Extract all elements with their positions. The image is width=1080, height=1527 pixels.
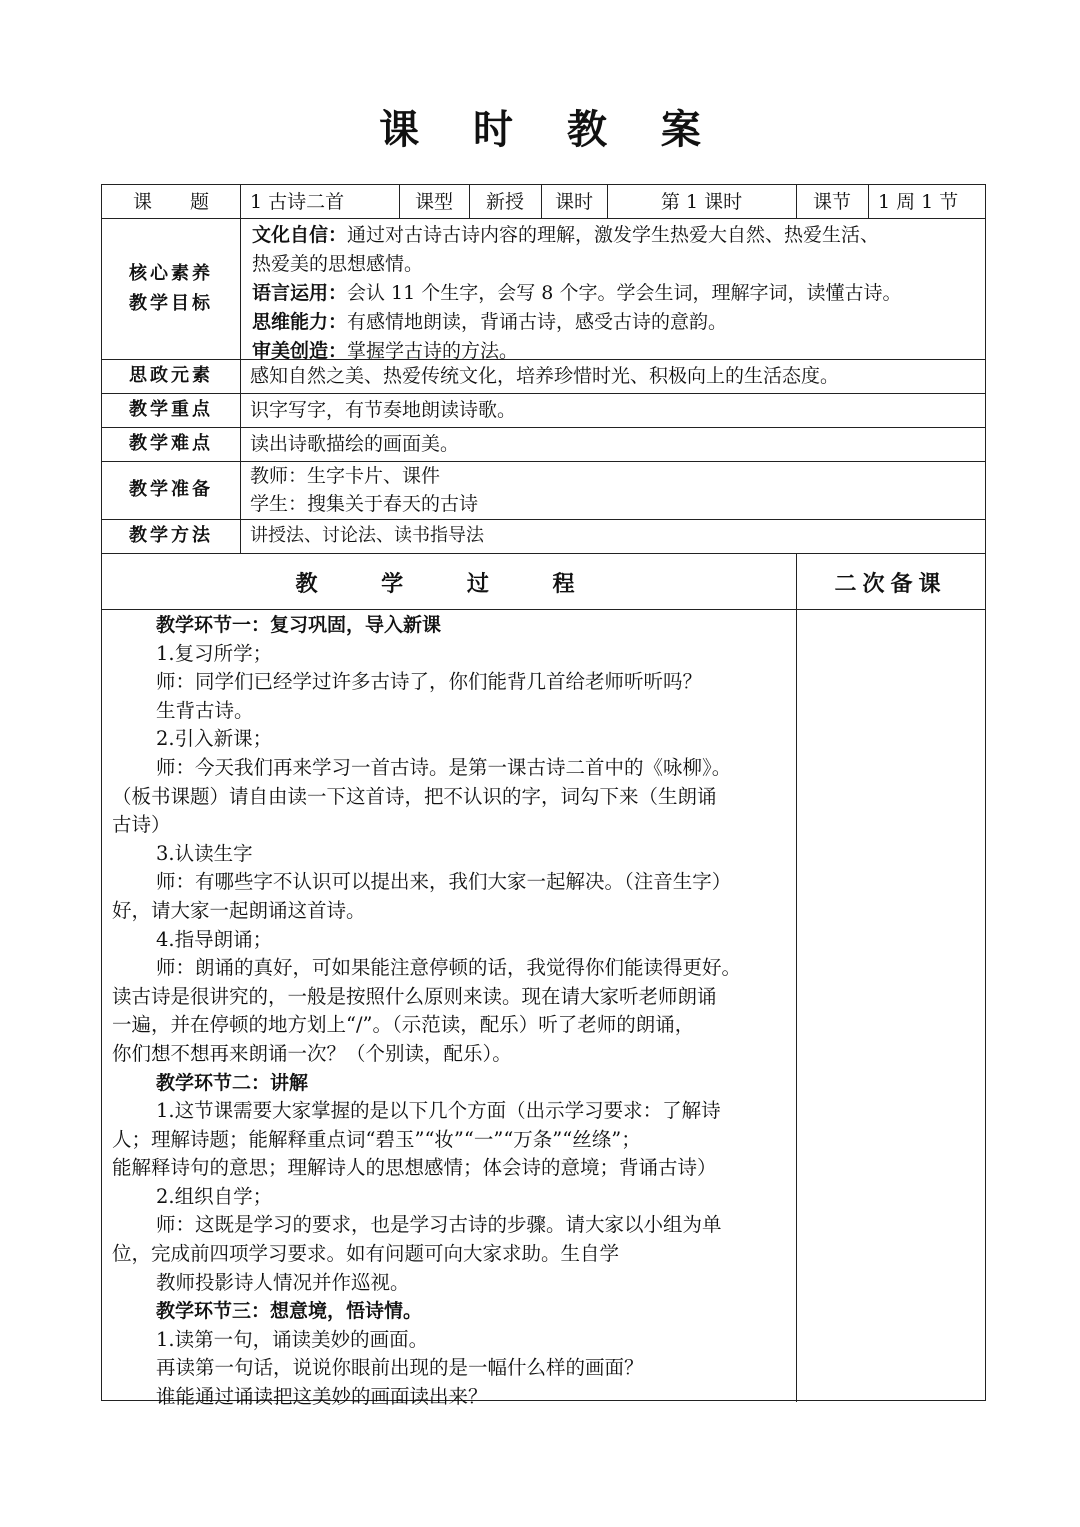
method-label: 教学方法 — [129, 525, 213, 546]
process-line: 师：这既是学习的要求，也是学习古诗的步骤。请大家以小组为单 — [156, 1213, 722, 1237]
topic-label: 课 题 — [132, 190, 209, 213]
process-line: 师：朗诵的真好，可如果能注意停顿的话，我觉得你们能读得更好。 — [156, 956, 742, 980]
process-line: 3.认读生字 — [156, 841, 253, 865]
process-line: 一遍，并在停顿的地方划上“/”。（示范读，配乐）听了老师的朗诵， — [112, 1013, 695, 1037]
topic-value: 1 古诗二首 — [250, 190, 345, 213]
goal-text: 掌握学古诗的方法。 — [347, 340, 519, 362]
key-points-label: 教学重点 — [129, 399, 213, 420]
period-value: 第 1 课时 — [660, 190, 743, 213]
process-line: 谁能通过诵读把这美妙的画面读出来？ — [156, 1385, 488, 1409]
goal-item-cont: 热爱美的思想感情。 — [252, 253, 424, 275]
process-line: 好，请大家一起朗诵这首诗。 — [112, 898, 366, 922]
process-line: 人；理解诗题；能解释重点词“碧玉”“妆”“一”“万条”“丝绦”； — [112, 1127, 641, 1151]
process-line: 再读第一句话，说说你眼前出现的是一幅什么样的画面？ — [156, 1356, 644, 1380]
process-line: 1.这节课需要大家掌握的是以下几个方面（出示学习要求：了解诗 — [156, 1099, 721, 1123]
section-label: 课节 — [812, 190, 851, 213]
process-line: 教师投影诗人情况并作巡视。 — [156, 1270, 410, 1294]
process-content — [112, 611, 792, 1412]
method-text: 讲授法、讨论法、读书指导法 — [250, 525, 484, 546]
page-title: 课 时 教 案 — [379, 107, 721, 153]
preparation-teacher: 教师：生字卡片、课件 — [250, 465, 441, 487]
process-line: 你们想不想再来朗诵一次？（个别读，配乐）。 — [112, 1041, 512, 1065]
process-heading: 教 学 过 程 — [295, 571, 603, 597]
difficulty-label: 教学难点 — [129, 433, 213, 454]
process-line: 古诗） — [112, 813, 171, 837]
period-label: 课时 — [554, 190, 593, 213]
process-line: 4.指导朗诵； — [156, 927, 273, 951]
process-line: 位，完成前四项学习要求。如有问题可向大家求助。生自学 — [112, 1242, 620, 1266]
goal-key: 思维能力： — [252, 311, 348, 333]
process-line: 2.组织自学； — [156, 1184, 273, 1208]
process-line: 师：今天我们再来学习一首古诗。是第一课古诗二首中的《咏柳》。 — [156, 755, 732, 779]
type-label: 课型 — [414, 190, 453, 213]
goal-text: 会认 11 个生字，会写 8 个字。学会生词，理解字词，读懂古诗。 — [347, 282, 902, 304]
goal-item — [252, 279, 982, 308]
process-section-title: 教学环节二：讲解 — [156, 1071, 309, 1094]
second-preparation-heading: 二次备课 — [834, 571, 947, 597]
process-line: 能解释诗句的意思；理解诗人的思想感情；体会诗的意境；背诵古诗） — [112, 1156, 717, 1180]
second-preparation-area — [797, 611, 985, 1401]
preparation-content — [240, 461, 985, 519]
section-value: 1 周 1 节 — [878, 190, 959, 213]
goals-label-line1: 核心素养 — [129, 262, 213, 284]
process-line: 1.复习所学； — [156, 641, 273, 665]
process-line: 读古诗是很讲究的，一般是按照什么原则来读。现在请大家听老师朗诵 — [112, 984, 717, 1008]
goal-key: 文化自信： — [252, 224, 348, 246]
process-line: 1.读第一句，诵读美妙的画面。 — [156, 1327, 429, 1351]
goal-text: 通过对古诗古诗内容的理解，激发学生热爱大自然、热爱生活、 — [347, 224, 880, 246]
ideology-label: 思政元素 — [129, 365, 213, 386]
goal-key: 语言运用： — [252, 282, 348, 304]
lesson-plan-table — [101, 184, 986, 1409]
preparation-label: 教学准备 — [129, 479, 213, 500]
goals-label — [102, 218, 240, 359]
goal-text: 有感情地朗读，背诵古诗，感受古诗的意韵。 — [347, 311, 728, 333]
ideology-text: 感知自然之美、热爱传统文化，培养珍惜时光、积极向上的生活态度。 — [250, 365, 840, 387]
preparation-student: 学生：搜集关于春天的古诗 — [250, 493, 479, 515]
type-value: 新授 — [485, 190, 524, 213]
key-points-text: 识字写字，有节奏地朗读诗歌。 — [250, 399, 517, 421]
process-line: 师：同学们已经学过许多古诗了，你们能背几首给老师听听吗？ — [156, 670, 703, 694]
goals-content — [252, 221, 982, 366]
process-line: 师：有哪些字不认识可以提出来，我们大家一起解决。（注音生字） — [156, 870, 732, 894]
process-section-title: 教学环节三：想意境，悟诗情。 — [156, 1300, 423, 1323]
process-section-title: 教学环节一：复习巩固，导入新课 — [156, 614, 442, 636]
goal-key: 审美创造： — [252, 340, 348, 362]
goal-item — [252, 308, 982, 337]
goal-item — [252, 221, 982, 250]
process-line: 2.引入新课； — [156, 727, 273, 751]
process-line: 生背古诗。 — [156, 698, 254, 722]
process-line: （板书课题）请自由读一下这首诗，把不认识的字，词勾下来（生朗诵 — [112, 784, 717, 808]
goals-label-line2: 教学目标 — [129, 292, 213, 314]
difficulty-text: 读出诗歌描绘的画面美。 — [250, 433, 460, 455]
